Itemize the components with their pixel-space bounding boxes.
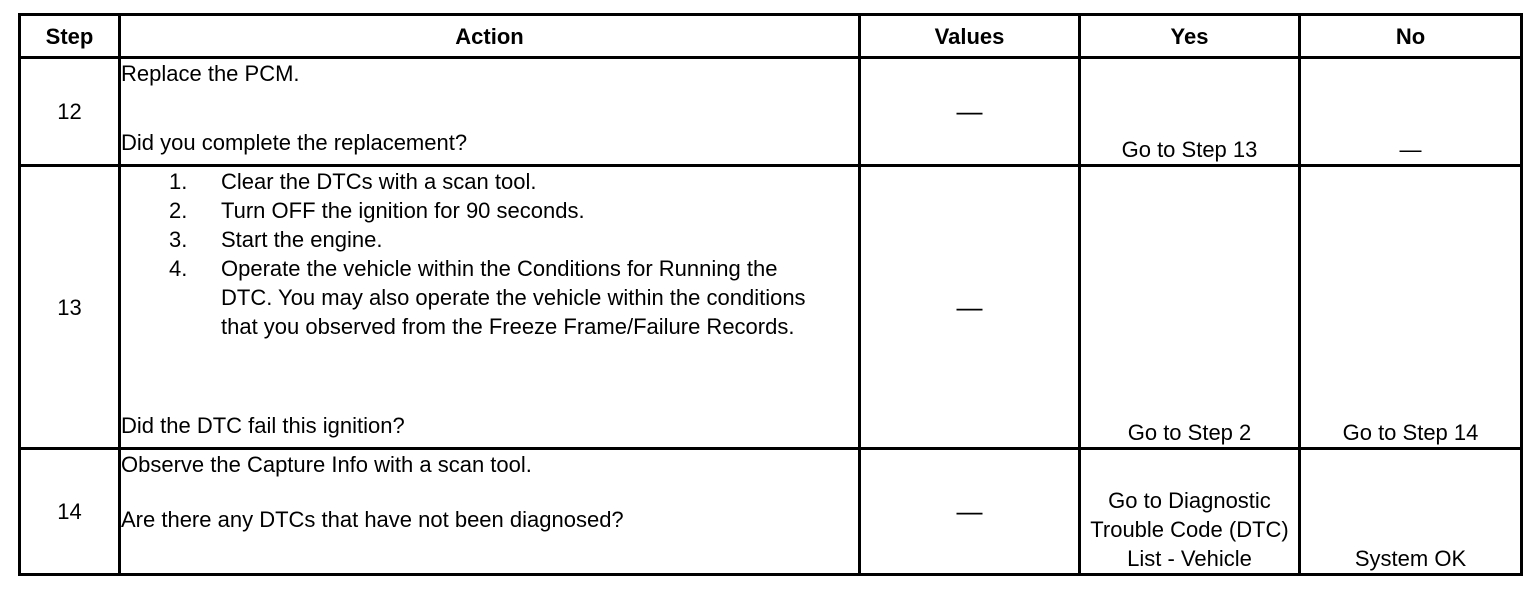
action-cell (120, 58, 860, 166)
substep-list (121, 167, 858, 341)
list-item: 4. Operate the vehicle within the Conditions for Running the DTC. You may also operate the vehicle within the conditions that you observed from the Freeze Frame/Failure Records. (169, 256, 806, 339)
list-item: 2. Turn OFF the ignition for 90 seconds. (169, 198, 585, 223)
action-question: Did the DTC fail this ignition? (121, 413, 405, 438)
step-number: 12 (20, 58, 120, 166)
list-item: 3. Start the engine. (169, 227, 383, 252)
action-instruction: Observe the Capture Info with a scan tool. (121, 452, 532, 477)
header-action: Action (120, 15, 860, 58)
step-number: 13 (20, 166, 120, 449)
table-row (20, 449, 1522, 575)
diagnostic-table (18, 13, 1523, 576)
header-row (20, 15, 1522, 58)
action-cell (120, 166, 860, 449)
header-step: Step (20, 15, 120, 58)
no-cell: Go to Step 14 (1300, 166, 1522, 449)
action-instruction: Replace the PCM. (121, 61, 300, 86)
header-values: Values (860, 15, 1080, 58)
step-number: 14 (20, 449, 120, 575)
header-yes: Yes (1080, 15, 1300, 58)
values-cell: — (860, 166, 1080, 449)
yes-cell: Go to Diagnostic Trouble Code (DTC) List - Vehicle (1080, 449, 1300, 575)
header-no: No (1300, 15, 1522, 58)
action-question: Did you complete the replacement? (121, 130, 468, 155)
table-row (20, 166, 1522, 449)
list-item: 1. Clear the DTCs with a scan tool. (169, 169, 537, 194)
yes-cell: Go to Step 2 (1080, 166, 1300, 449)
values-cell: — (860, 58, 1080, 166)
yes-cell: Go to Step 13 (1080, 58, 1300, 166)
no-cell: System OK (1300, 449, 1522, 575)
values-cell: — (860, 449, 1080, 575)
action-cell (120, 449, 860, 575)
action-question: Are there any DTCs that have not been diagnosed? (121, 507, 624, 532)
table-row (20, 58, 1522, 166)
no-cell: — (1300, 58, 1522, 166)
